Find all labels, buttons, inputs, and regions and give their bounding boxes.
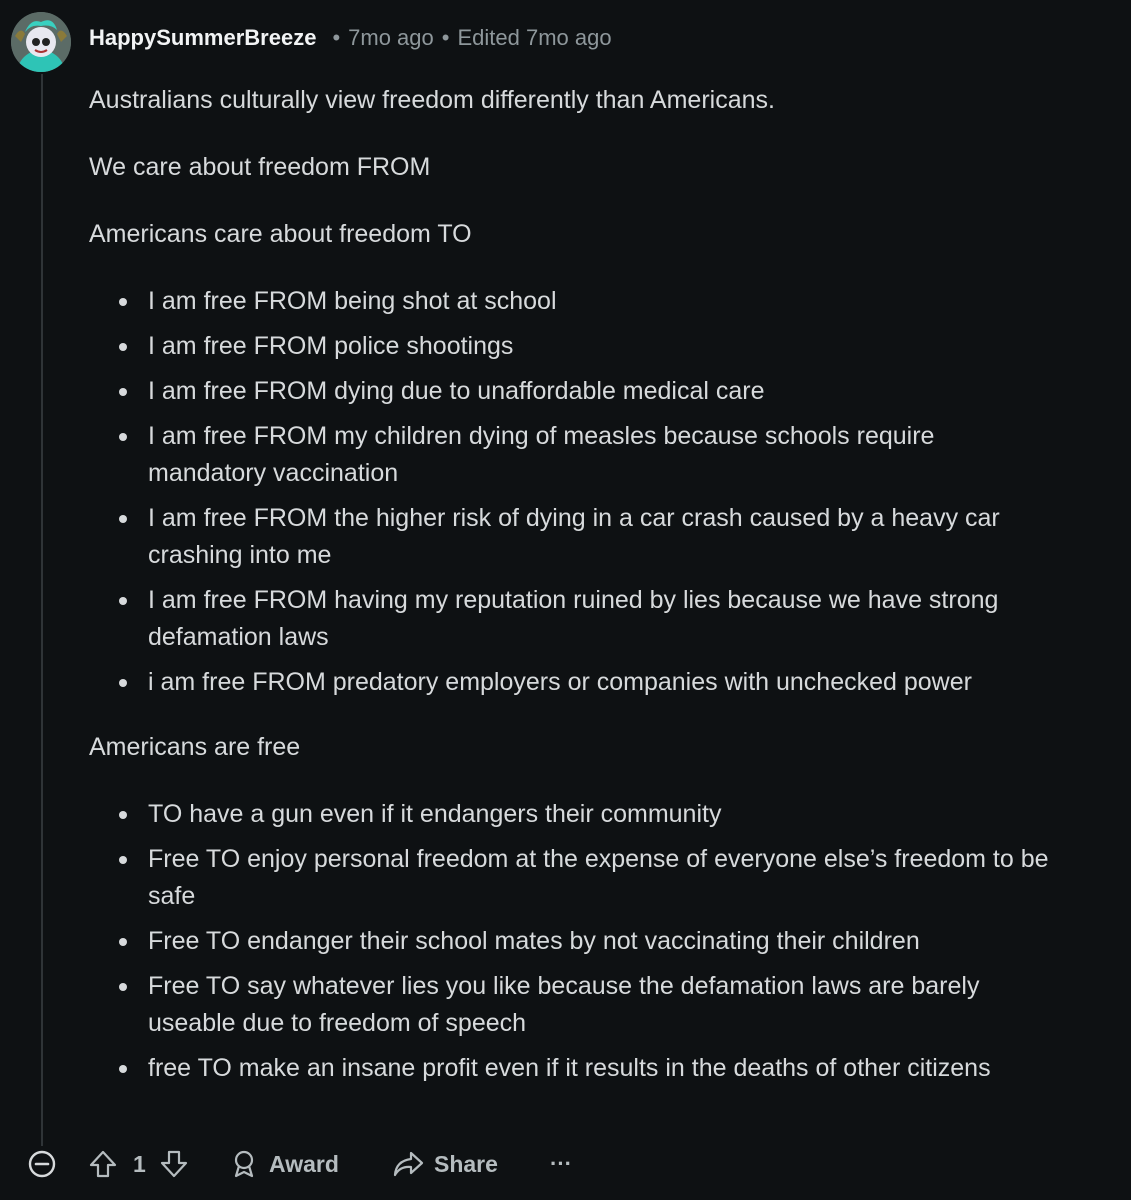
share-button[interactable]: [392, 1148, 498, 1180]
comment-body: [89, 82, 1089, 1095]
edited-label: Edited 7mo ago: [457, 25, 612, 50]
share-icon: [392, 1149, 424, 1179]
collapse-icon: [28, 1150, 56, 1178]
downvote-icon: [159, 1149, 189, 1179]
list-item: Free TO say whatever lies you like because the defamation laws are barely useable due to freedom of speech: [89, 968, 1058, 1042]
comment-paragraph: We care about freedom FROM: [89, 153, 431, 181]
meta-separator: •: [332, 25, 341, 50]
upvote-icon: [88, 1149, 118, 1179]
more-options-button[interactable]: ···: [550, 1151, 572, 1176]
user-avatar[interactable]: [11, 12, 71, 72]
comment-action-bar: [0, 1142, 1131, 1186]
award-label: Award: [269, 1150, 339, 1177]
award-icon: [229, 1149, 259, 1179]
downvote-button[interactable]: [159, 1148, 189, 1180]
list-item: free TO make an insane profit even if it results in the deaths of other citizens: [89, 1050, 1058, 1087]
upvote-button[interactable]: [88, 1148, 118, 1180]
avatar-image: [11, 12, 71, 72]
vote-count: 1: [133, 1150, 146, 1177]
list-item: I am free FROM my children dying of measles because schools require mandatory vaccination: [89, 418, 1058, 492]
comment-header: [89, 22, 612, 54]
thread-line[interactable]: [41, 74, 43, 1146]
list-item: I am free FROM dying due to unaffordable medical care: [89, 373, 1058, 410]
list-item: TO have a gun even if it endangers their community: [89, 796, 1058, 833]
comment-paragraph: Americans are free: [89, 733, 301, 761]
award-button[interactable]: [229, 1148, 339, 1180]
collapse-thread-button[interactable]: [28, 1150, 56, 1178]
freedom-from-list: [89, 283, 1089, 701]
list-item: I am free FROM being shot at school: [89, 283, 1058, 320]
list-item: i am free FROM predatory employers or companies with unchecked power: [89, 664, 1058, 701]
username-link[interactable]: HappySummerBreeze: [89, 25, 317, 50]
list-item: I am free FROM the higher risk of dying in a car crash caused by a heavy car crashing into me: [89, 500, 1058, 574]
list-item: I am free FROM having my reputation ruined by lies because we have strong defamation laws: [89, 582, 1058, 656]
posted-time[interactable]: 7mo ago: [348, 25, 434, 50]
list-item: I am free FROM police shootings: [89, 328, 1058, 365]
comment-paragraph: Americans care about freedom TO: [89, 220, 472, 248]
list-item: Free TO endanger their school mates by not vaccinating their children: [89, 923, 1058, 960]
meta-separator: •: [441, 25, 450, 50]
share-label: Share: [434, 1150, 498, 1177]
comment-paragraph: Australians culturally view freedom differently than Americans.: [89, 86, 775, 114]
freedom-to-list: [89, 796, 1089, 1087]
list-item: Free TO enjoy personal freedom at the expense of everyone else’s freedom to be safe: [89, 841, 1058, 915]
